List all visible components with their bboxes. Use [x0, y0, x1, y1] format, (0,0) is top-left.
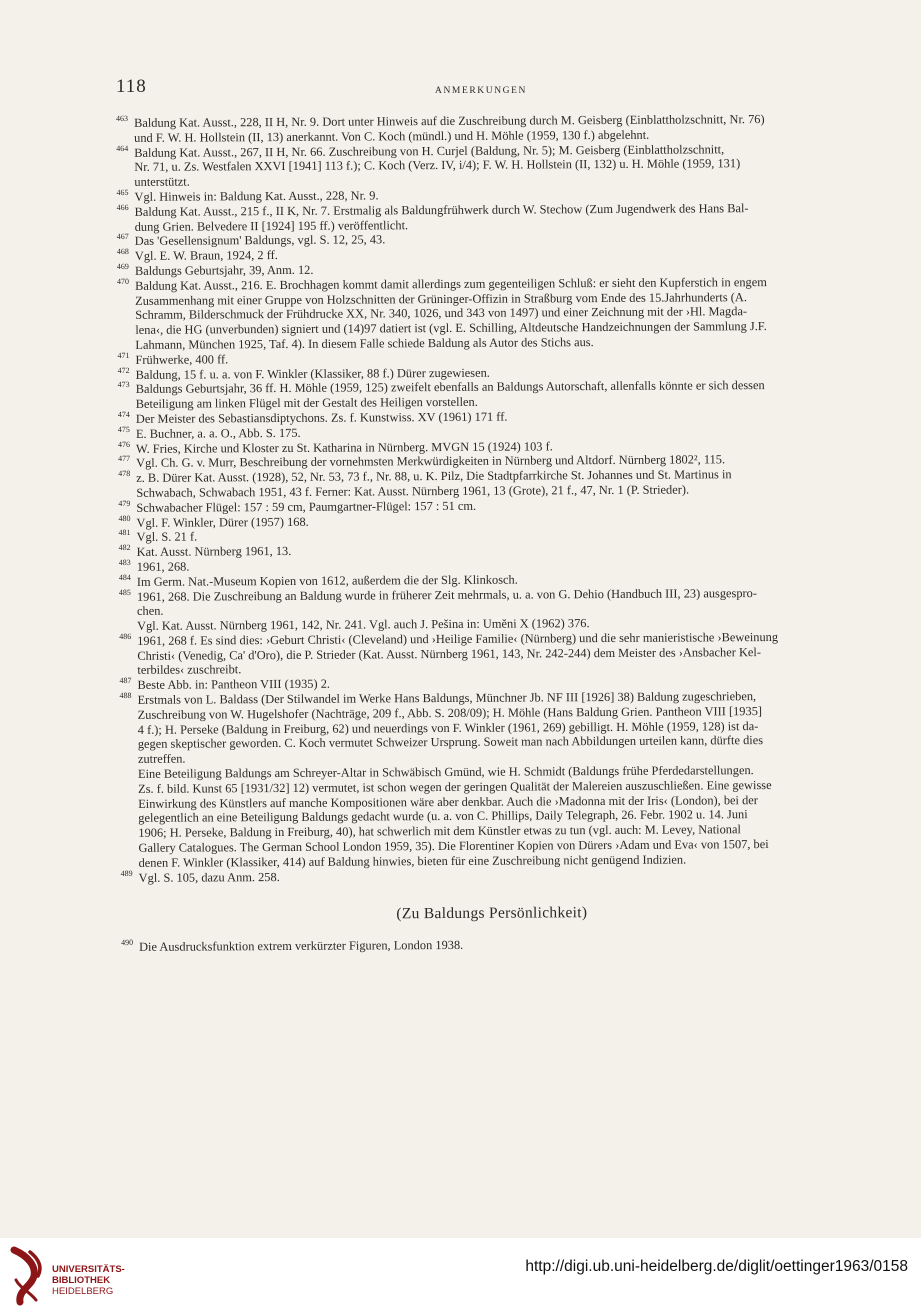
endnote-number: 475	[117, 424, 130, 434]
endnote-number: 471	[117, 350, 130, 360]
endnote-line: Kat. Ausst. Nürnberg 1961, 13.	[136, 544, 292, 559]
endnote-line: gelegentlich an eine Beteiligung Baldungs gedacht wurde (u. a. von C. Phillips, Daily Telegraph, 26. Febr. 1902 u. 14. Juni	[138, 807, 748, 826]
endnote-number: 481	[118, 528, 131, 538]
endnote-line: Beteiligung am linken Flügel mit der Gestalt des Heiligen vorstellen.	[135, 394, 478, 412]
endnote-number: 470	[116, 276, 130, 286]
endnote-number: 477	[118, 454, 131, 464]
endnote	[119, 585, 861, 634]
endnote-line: Schwabacher Flügel: 157 : 59 cm, Paumgartner-Flügel: 157 : 51 cm.	[136, 498, 477, 515]
endnote-line: Zusammenhang mit einer Gruppe von Holzschnitten der Grüninger-Offizin in Straßburg vom Ende des 15.Jahrhunderts (A.	[135, 289, 747, 308]
digital-library-url[interactable]: http://digi.ub.uni-heidelberg.de/diglit/oettinger1963/0158	[525, 1258, 908, 1275]
endnote-number: 466	[116, 202, 129, 212]
endnote-line: Im Germ. Nat.-Museum Kopien von 1612, außerdem die der Slg. Klinkosch.	[136, 572, 518, 589]
endnote-line: Vgl. S. 105, dazu Anm. 258.	[138, 869, 280, 885]
endnote	[117, 274, 859, 353]
endnote-line: Vgl. E. W. Braun, 1924, 2 ff.	[134, 248, 278, 264]
endnote-line: denen F. Winkler (Klassiker, 414) auf Baldung hinwies, bieten für eine Zuschreibung nicht genügend Indizien.	[138, 852, 687, 870]
endnote-number: 490	[121, 938, 134, 948]
footer-bar	[0, 1238, 921, 1314]
endnote	[118, 467, 860, 501]
endnote-line: Erstmals von L. Baldass (Der Stilwandel im Werke Hans Baldungs, Münchner Jb. NF III [1926] 38) Baldung zugeschrieben,	[137, 689, 757, 707]
endnote-line: Lahmann, München 1925, Taf. 4). In diesem Falle schiede Baldung als Autor des Stichs aus.	[135, 335, 594, 352]
endnote-line: Eine Beteiligung Baldungs am Schreyer-Altar in Schwäbisch Gmünd, wie H. Schmidt (Baldungs frühe Pferdedarstellungen.	[137, 763, 754, 781]
endnote-number: 479	[118, 498, 131, 508]
endnote-line: Einwirkung des Künstlers auf manche Kompositionen wäre aber denkbar. Auch die ›Madonna mit der Iris‹ (London), bei der	[138, 792, 758, 811]
endnote-line: Zuschreibung von W. Hugelshofer (Nachträge, 209 f., Abb. S. 208/09); H. Möhle (Hans Baldung Grien. Pantheon VIII [1935]	[137, 703, 763, 722]
endnote-number: 489	[120, 868, 133, 878]
running-head: ANMERKUNGEN	[434, 86, 527, 96]
endnote	[119, 629, 861, 678]
endnote-line: Nr. 71, u. Zs. Westfalen XXVI [1941] 113 f.); C. Koch (Verz. IV, i/4); F. W. H. Hollstein (II, 132) u. H. Möhle (1959, 131)	[134, 156, 741, 175]
endnote-line: Vgl. Ch. G. v. Murr, Beschreibung der vornehmsten Merkwürdigkeiten in Nürnberg und Altdorf. Nürnberg 1802², 115.	[136, 452, 726, 471]
endnote-line: Zs. f. bild. Kunst 65 [1931/32] 12) vermutet, ist schon wegen der geringen Qualität der Malereien auszuschließen. Eine gewisse	[138, 777, 772, 796]
endnote-line: terbildes‹ zuschreibt.	[137, 662, 242, 678]
endnote-line: 4 f.); H. Perseke (Baldung in Freiburg, 62) und neuerdings von F. Winkler (1961, 269) gebilligt. H. Möhle (1959, 128) ist da-	[137, 718, 759, 737]
endnote-number: 467	[116, 232, 129, 242]
endnote-line: 1961, 268 f. Es sind dies: ›Geburt Christi‹ (Cleveland) und ›Heilige Familie‹ (Nürnberg) und die sehr manieristische ›Beweinung	[137, 629, 779, 648]
endnote-line: Vgl. Kat. Ausst. Nürnberg 1961, 142, Nr. 241. Vgl. auch J. Pešina in: Umĕni X (1962) 376.	[137, 616, 590, 633]
endnote	[117, 200, 859, 234]
endnote-number: 478	[118, 469, 131, 479]
section-heading: (Zu Baldungs Persönlichkeit)	[396, 904, 588, 923]
endnote-line: Vgl. Hinweis in: Baldung Kat. Ausst., 228, Nr. 9.	[134, 188, 379, 204]
endnote-number: 483	[118, 557, 131, 567]
endnote-number: 476	[117, 439, 131, 449]
endnote-number: 468	[116, 247, 129, 257]
endnote-number: 484	[118, 572, 131, 582]
endnote-number: 473	[117, 380, 130, 390]
endnote-line: Christi‹ (Venedig, Ca' d'Oro), die P. Strieder (Kat. Ausst. Nürnberg 1961, 143, Nr. 242-244) dem Meister des ›Ansbacher Kel-	[137, 644, 761, 663]
page-header	[116, 76, 846, 100]
endnote-line: gegen skeptischer geworden. C. Koch vermutet Schweizer Ursprung. Soweit man nach Abbildungen urteilen kann, dürfte dies	[137, 733, 764, 752]
endnote-number: 486	[119, 631, 132, 641]
endnote-number: 482	[118, 543, 131, 553]
endnote-line: lena‹, die HG (unverbunden) signiert und (14)97 datiert ist (vgl. E. Schilling, Altdeutsche Handzeichnungen der Sammlung J.F.	[135, 319, 767, 338]
endnote-line: Baldungs Geburtsjahr, 36 ff. H. Möhle (1959, 125) zweifelt ebenfalls an Baldungs Autorschaft, allenfalls könnte er sich dessen	[135, 378, 765, 397]
endnote-line: Vgl. S. 21 f.	[136, 529, 198, 545]
endnote	[116, 141, 858, 190]
library-name-line: HEIDELBERG	[52, 1286, 114, 1297]
endnote-number: 485	[118, 587, 131, 597]
library-name-line: UNIVERSITÄTS-	[52, 1264, 125, 1275]
endnote-line: unterstützt.	[134, 174, 190, 190]
endnote-line: chen.	[136, 604, 164, 619]
endnote-number: 469	[116, 261, 129, 271]
endnote-line: zutreffen.	[137, 751, 186, 767]
endnote-line: Baldung Kat. Ausst., 215 f., II K, Nr. 7. Erstmalig als Baldungfrühwerk durch W. Stechow (Zum Jugendwerk des Hans Bal-	[134, 200, 749, 219]
endnote-line: Schwabach, Schwabach 1951, 43 f. Ferner: Kat. Ausst. Nürnberg 1961, 13 (Grote), 21 f., 47, Nr. 1 (P. Strieder).	[136, 482, 690, 500]
endnote-number: 464	[116, 143, 129, 153]
endnote-line: W. Fries, Kirche und Kloster zu St. Katharina in Nürnberg. MVGN 15 (1924) 103 f.	[135, 438, 553, 456]
library-name-line: BIBLIOTHEK	[52, 1275, 111, 1286]
endnote-line: Baldung, 15 f. u. a. von F. Winkler (Klassiker, 88 f.) Dürer zugewiesen.	[135, 365, 490, 382]
endnote-line: Baldung Kat. Ausst., 228, II H, Nr. 9. Dort unter Hinweis auf die Zuschreibung durch M. Geisberg (Einblattholzschnitt, Nr. 76)	[133, 112, 765, 130]
endnote-line: Das 'Gesellensignum' Baldungs, vgl. S. 12, 25, 43.	[134, 232, 386, 249]
endnote-line: 1906; H. Perseke, Baldung in Freiburg, 40), hat schwerlich mit dem Künstler etwas zu tun (vgl. auch: M. Levey, National	[138, 822, 741, 841]
endnote-number: 480	[118, 513, 131, 523]
endnote-line: Frühwerke, 400 ff.	[135, 352, 229, 367]
endnote-number: 472	[117, 365, 130, 375]
endnote	[116, 111, 858, 145]
endnote-number: 488	[119, 690, 132, 701]
endnote-line: Die Ausdrucksfunktion extrem verkürzter Figuren, London 1938.	[139, 938, 464, 955]
university-seal-icon	[10, 1246, 44, 1306]
endnote-line: dung Grien. Belvedere II [1924] 195 ff.) veröffentlicht.	[134, 217, 409, 234]
endnote-line: Baldungs Geburtsjahr, 39, Anm. 12.	[134, 262, 314, 278]
endnote-number: 463	[115, 113, 129, 123]
endnote-line: Vgl. F. Winkler, Dürer (1957) 168.	[136, 514, 309, 530]
endnote-line: E. Buchner, a. a. O., Abb. S. 175.	[135, 425, 301, 441]
endnote-line: z. B. Dürer Kat. Ausst. (1928), 52, Nr. 53, 73 f., Nr. 88, u. K. Pilz, Die Stadtpfarrkirche St. Johannes und St. Martinus in	[136, 467, 732, 486]
endnotes	[116, 111, 863, 955]
endnote-number: 465	[116, 187, 129, 197]
endnote	[120, 689, 863, 871]
endnote-line: 1961, 268. Die Zuschreibung an Baldung wurde in früherer Zeit mehrmals, u. a. von G. Dehio (Handbuch III, 23) ausgespro-	[136, 585, 758, 604]
endnote-line: Der Meister des Sebastiansdiptychons. Zs. f. Kunstwiss. XV (1961) 171 ff.	[135, 409, 508, 426]
endnote-line: und F. W. H. Hollstein (II, 13) anerkannt. Von C. Koch (mündl.) und H. Möhle (1959, 130 f.) abgelehnt.	[134, 127, 650, 145]
endnote-line: Beste Abb. in: Pantheon VIII (1935) 2.	[137, 676, 331, 693]
endnote	[121, 866, 863, 885]
endnote	[121, 936, 863, 955]
endnote-line: Schramm, Bilderschmuck der Frühdrucke XX, Nr. 340, 1026, und 343 von 1497) und einer Zeichnung mit der ›Hl. Magda-	[135, 304, 748, 323]
endnote	[118, 378, 860, 412]
page-number: 118	[116, 76, 147, 97]
endnote-number: 487	[119, 676, 132, 686]
library-name	[52, 1264, 125, 1297]
endnote-number: 474	[117, 409, 130, 419]
endnote-line: Baldung Kat. Ausst., 267, II H, Nr. 66. Zuschreibung von H. Curjel (Baldung, Nr. 5); M. Geisberg (Einblattholzschnitt,	[134, 141, 725, 160]
endnote-line: Gallery Catalogues. The German School London 1959, 35). Die Florentiner Kopien von Dürers ›Adam und Eva‹ von 1507, bei	[138, 837, 769, 855]
endnote-line: Baldung Kat. Ausst., 216. E. Brochhagen kommt damit allerdings zum gegenteiligen Schluß: er sieht den Kupferstich in engem	[134, 274, 767, 293]
endnote-line: 1961, 268.	[136, 559, 190, 574]
